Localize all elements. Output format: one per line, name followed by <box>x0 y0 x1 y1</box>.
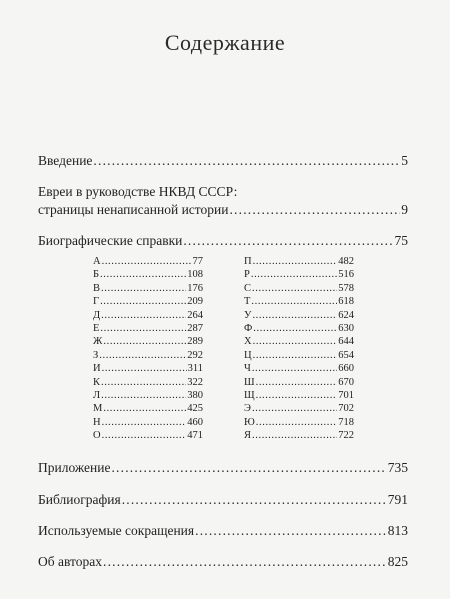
toc-leader-dots <box>183 232 393 250</box>
toc-entry-label-line1: Евреи в руководстве НКВД СССР: <box>38 184 238 199</box>
letter-index-page: 654 <box>338 349 354 361</box>
letter-index-entry <box>93 362 203 375</box>
letter-index-entry <box>93 389 203 402</box>
letter-index-page: 289 <box>187 336 203 348</box>
letter-index-page: 287 <box>187 322 203 334</box>
letter-index-letter: Э <box>244 403 251 415</box>
letter-index-page: 311 <box>187 363 203 375</box>
letter-index-entry <box>244 322 354 335</box>
letter-index-leader-dots <box>251 295 337 308</box>
toc-entry-label: Библиография <box>38 492 121 507</box>
toc-leader-dots <box>103 553 387 571</box>
toc-leader-dots <box>111 459 386 477</box>
toc-entry-label: Введение <box>38 153 93 168</box>
letter-index-letter: Д <box>93 309 101 321</box>
toc-entry-label: Об авторах <box>38 554 102 569</box>
toc-entry-label: страницы ненаписанной истории <box>38 202 229 217</box>
letter-index-letter: Р <box>244 269 250 281</box>
letter-index-entry <box>93 268 203 281</box>
toc-entry-biographies <box>38 232 408 250</box>
letter-index-page: 292 <box>187 349 203 361</box>
letter-index-page: 482 <box>338 256 354 267</box>
letter-index-letter: Н <box>93 416 101 428</box>
letter-index-entry <box>244 402 354 415</box>
letter-index-page: 425 <box>187 403 203 415</box>
letter-index-letter: С <box>244 282 252 294</box>
letter-index-entry <box>244 268 354 281</box>
letter-index-page: 722 <box>338 430 354 442</box>
letter-index-entry <box>93 416 203 429</box>
letter-index-letter: К <box>93 376 101 388</box>
letter-index-page: 460 <box>187 416 203 428</box>
letter-index-letter: Т <box>244 296 251 308</box>
letter-index-leader-dots <box>253 335 338 348</box>
letter-index-entry <box>244 335 354 348</box>
letter-index-entry <box>93 376 203 389</box>
letter-index-letter: У <box>244 309 252 321</box>
letter-index-letter: З <box>93 349 99 361</box>
letter-index-letter: А <box>93 256 101 267</box>
letter-index-page: 77 <box>192 256 203 267</box>
letter-index-entry <box>244 429 354 442</box>
letter-index-page: 718 <box>338 416 354 428</box>
letter-index-letter: Ч <box>244 363 251 375</box>
toc-entry-page: 75 <box>394 233 408 248</box>
letter-index-entry <box>93 335 203 348</box>
letter-index-page: 578 <box>338 282 354 294</box>
letter-index-entry <box>93 295 203 308</box>
letter-index-entry <box>93 402 203 415</box>
letter-index-leader-dots <box>252 282 337 295</box>
letter-index-leader-dots <box>253 322 337 335</box>
letter-index-leader-dots <box>102 362 187 375</box>
letter-index-leader-dots <box>252 402 337 415</box>
letter-index-entry <box>244 309 354 322</box>
letter-index-letter: О <box>93 430 101 442</box>
letter-index-leader-dots <box>101 309 186 322</box>
letter-index-leader-dots <box>103 335 186 348</box>
toc-entry-appendix <box>38 459 408 477</box>
letter-index-entry <box>244 255 354 268</box>
letter-index-letter: И <box>93 363 101 375</box>
letter-index-right <box>244 255 354 442</box>
letter-index-page: 630 <box>338 322 354 334</box>
letter-index-leader-dots <box>101 389 186 402</box>
letter-index-page: 670 <box>338 376 354 388</box>
letter-index-entry <box>93 429 203 442</box>
letter-index-page: 176 <box>187 282 203 294</box>
letter-index-leader-dots <box>252 429 337 442</box>
letter-index-page: 624 <box>338 309 354 321</box>
letter-index-leader-dots <box>256 376 338 389</box>
toc-leader-dots <box>195 522 387 540</box>
toc-leader-dots <box>122 491 387 509</box>
letter-index-leader-dots <box>100 268 186 281</box>
letter-index-leader-dots <box>103 402 186 415</box>
letter-index-entry <box>93 322 203 335</box>
letter-index-page: 516 <box>338 269 354 281</box>
letter-index-entry <box>244 416 354 429</box>
letter-index-letter: Ф <box>244 322 253 334</box>
letter-index-leader-dots <box>253 349 338 362</box>
letter-index-page: 618 <box>338 296 354 308</box>
letter-index-letter: Щ <box>244 389 255 401</box>
letter-index-letter: Ш <box>244 376 255 388</box>
toc-entry-page: 735 <box>387 460 408 475</box>
toc-entry-page: 825 <box>387 554 408 569</box>
letter-index-leader-dots <box>102 255 192 268</box>
letter-index-leader-dots <box>102 429 187 442</box>
letter-index-page: 644 <box>338 336 354 348</box>
toc-entry-page: 5 <box>401 153 408 168</box>
letter-index-leader-dots <box>99 349 186 362</box>
toc-entry-page: 791 <box>387 492 408 507</box>
letter-index-page: 380 <box>187 389 203 401</box>
letter-index-page: 322 <box>187 376 203 388</box>
toc-entry-page: 813 <box>387 523 408 538</box>
letter-index-letter: Х <box>244 336 252 348</box>
letter-index-letter: Б <box>93 269 100 281</box>
toc-leader-dots <box>93 152 400 170</box>
letter-index-entry <box>244 295 354 308</box>
letter-index-entry <box>244 349 354 362</box>
letter-index-page: 108 <box>187 269 203 281</box>
letter-index-entry <box>244 376 354 389</box>
letter-index-leader-dots <box>100 295 186 308</box>
letter-index-entry <box>93 255 203 268</box>
letter-index-leader-dots <box>252 362 337 375</box>
letter-index-letter: Ц <box>244 349 252 361</box>
letter-index-letter: М <box>93 403 103 415</box>
letter-index-letter: Ж <box>93 336 103 348</box>
letter-index-letter: П <box>244 256 252 267</box>
letter-index-letter: В <box>93 282 101 294</box>
toc-entry-jews-nkvd <box>38 201 408 219</box>
letter-index-page: 702 <box>338 403 354 415</box>
toc-entry-label: Приложение <box>38 460 111 475</box>
letter-index-letter: Я <box>244 430 252 442</box>
letter-index-letter: Е <box>93 322 100 334</box>
letter-index-leader-dots <box>251 268 337 281</box>
letter-index-left <box>93 255 203 442</box>
letter-index-page: 701 <box>338 389 354 401</box>
letter-index-page: 264 <box>187 309 203 321</box>
letter-index-entry <box>244 282 354 295</box>
letter-index-entry <box>93 282 203 295</box>
toc-entry-label: Биографические справки <box>38 233 183 248</box>
letter-index-entry <box>244 389 354 402</box>
toc-leader-dots <box>229 201 400 219</box>
letter-index-entry <box>93 349 203 362</box>
letter-index-letter: Л <box>93 389 101 401</box>
letter-index-leader-dots <box>102 416 187 429</box>
toc-entry-page: 9 <box>401 202 408 217</box>
letter-index-entry <box>93 309 203 322</box>
letter-index-page: 471 <box>187 430 203 442</box>
letter-index-leader-dots <box>101 282 186 295</box>
letter-index-entry <box>244 362 354 375</box>
page-title: Содержание <box>164 30 286 55</box>
toc-entry-label: Используемые сокращения <box>38 523 195 538</box>
toc-entry-introduction <box>38 152 408 170</box>
letter-index-letter: Ю <box>244 416 255 428</box>
toc-entry-abbreviations <box>38 522 408 540</box>
letter-index-leader-dots <box>256 389 338 402</box>
letter-index-page: 660 <box>338 363 354 375</box>
letter-index-leader-dots <box>100 322 186 335</box>
toc-entry-bibliography <box>38 491 408 509</box>
letter-index-leader-dots <box>256 416 337 429</box>
letter-index-letter: Г <box>93 296 100 308</box>
letter-index-leader-dots <box>253 255 338 268</box>
letter-index-page: 209 <box>187 296 203 308</box>
toc-entry-authors <box>38 553 408 571</box>
letter-index-leader-dots <box>252 309 337 322</box>
letter-index-leader-dots <box>101 376 186 389</box>
